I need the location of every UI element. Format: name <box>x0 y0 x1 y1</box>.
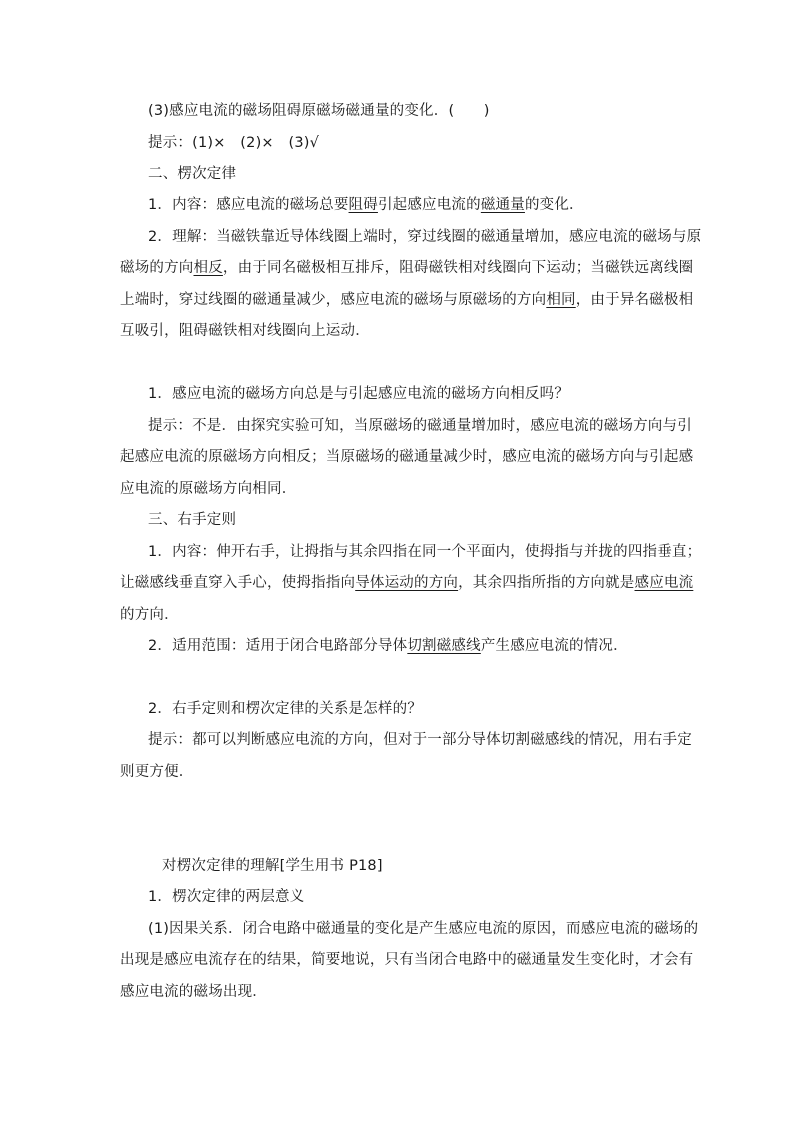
answer-1-line-1: 提示：不是．由探究实验可知，当原磁场的磁通量增加时，感应电流的磁场方向与引 <box>148 418 692 434</box>
topic-point-1: 1．楞次定律的两层意义 <box>148 889 305 905</box>
lenz-law-understanding-line-4: 互吸引，阻碍磁铁相对线圈向上运动． <box>120 323 370 339</box>
underlined-term: 阻碍 <box>348 197 378 213</box>
text-span: 引起感应电流的 <box>377 197 481 213</box>
underlined-term: 切割磁感线 <box>407 638 481 654</box>
underlined-term: 磁通量 <box>480 197 525 213</box>
text-span: 产生感应电流的情况． <box>480 638 628 654</box>
text-span: 让磁感线垂直穿入手心，使拇指指向 <box>120 575 356 591</box>
text-span: ，由于异名磁极相 <box>575 292 694 308</box>
question-1: 1．感应电流的磁场方向总是与引起感应电流的磁场方向相反吗？ <box>148 386 570 402</box>
text-span: 2．适用范围：适用于闭合电路部分导体 <box>148 638 408 654</box>
underlined-term: 感应电流 <box>634 575 694 591</box>
underlined-term: 导体运动的方向 <box>355 575 459 591</box>
cause-effect-line-1: (1)因果关系．闭合电路中磁通量的变化是产生感应电流的原因，而感应电流的磁场的 <box>148 921 699 937</box>
question-2: 2．右手定则和楞次定律的关系是怎样的？ <box>148 701 423 717</box>
answer-1-line-3: 应电流的原磁场方向相同． <box>120 481 297 497</box>
lenz-law-content <box>148 195 584 215</box>
lenz-law-understanding-line-3 <box>120 290 693 310</box>
text-span: 上端时，穿过线圈的磁通量减少，感应电流的磁场与原磁场的方向 <box>120 292 547 308</box>
underlined-term: 相同 <box>546 292 576 308</box>
right-hand-rule-line-2 <box>120 573 693 593</box>
text-span: 磁场的方向 <box>120 260 194 276</box>
text-span: 1．内容：感应电流的磁场总要 <box>148 197 349 213</box>
text-span: ，由于同名磁极相互排斥，阻碍磁铁相对线圈向下运动；当磁铁远离线圈 <box>222 260 694 276</box>
right-hand-rule-line-1: 1．内容：伸开右手，让拇指与其余四指在同一个平面内，使拇指与并拢的四指垂直； <box>148 544 702 560</box>
section-2-title: 二、楞次定律 <box>148 166 237 182</box>
answer-1-line-2: 起感应电流的原磁场方向相反；当原磁场的磁通量减少时，感应电流的磁场方向与引起感 <box>120 449 694 465</box>
text-span: ，其余四指所指的方向就是 <box>458 575 635 591</box>
applicable-scope <box>148 636 628 656</box>
answer-2-line-2: 则更方便． <box>120 764 194 780</box>
lenz-law-understanding-line-1: 2．理解：当磁铁靠近导体线圈上端时，穿过线圈的磁通量增加，感应电流的磁场与原 <box>148 229 702 245</box>
right-hand-rule-line-3: 的方向． <box>120 607 179 623</box>
lenz-law-understanding-line-2 <box>120 258 693 278</box>
underlined-term: 相反 <box>193 260 223 276</box>
question-3: (3)感应电流的磁场阻碍原磁场磁通量的变化．( ) <box>148 103 490 119</box>
cause-effect-line-2: 出现是感应电流存在的结果，简要地说，只有当闭合电路中的磁通量发生变化时，才会有 <box>120 952 694 968</box>
text-span: 的变化． <box>524 197 584 213</box>
hint-answers: 提示：(1)× (2)× (3)√ <box>148 135 320 151</box>
section-3-title: 三、右手定则 <box>148 512 237 528</box>
topic-title: 对楞次定律的理解[学生用书 P18] <box>162 858 383 874</box>
answer-2-line-1: 提示：都可以判断感应电流的方向，但对于一部分导体切割磁感线的情况，用右手定 <box>148 732 692 748</box>
cause-effect-line-3: 感应电流的磁场出现． <box>120 984 267 1000</box>
